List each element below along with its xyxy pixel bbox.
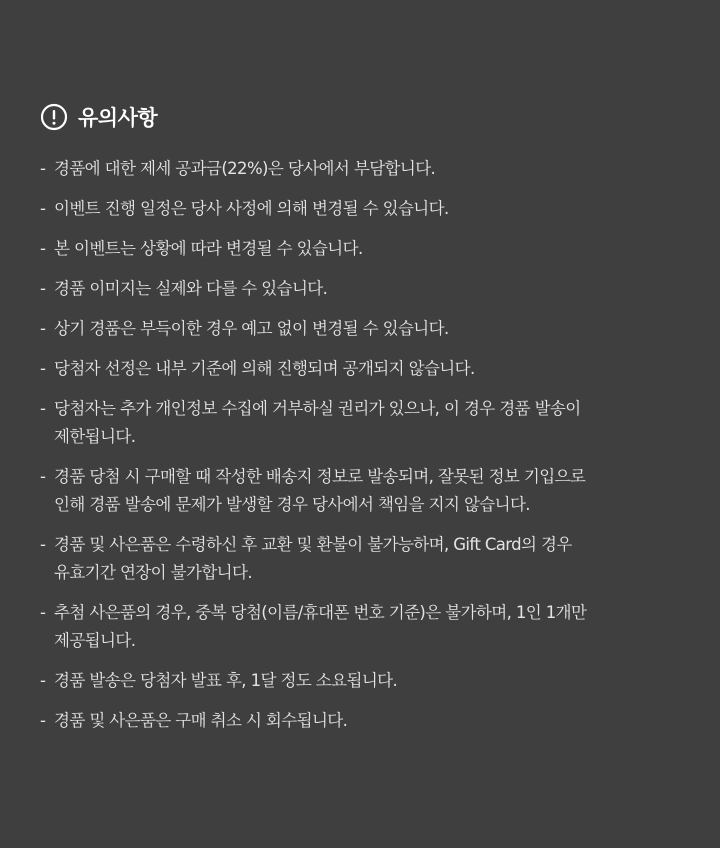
notice-item	[40, 531, 680, 587]
notice-item	[40, 395, 680, 451]
notice-item	[40, 355, 680, 383]
notice-item-line: - 경품 이미지는 실제와 다를 수 있습니다.	[54, 279, 328, 298]
notice-item-line: - 경품 및 사은품은 수령하신 후 교환 및 환불이 불가능하며, Gift Card의 경우	[54, 535, 572, 554]
notice-item-line: 인해 경품 발송에 문제가 발생할 경우 당사에서 책임을 지지 않습니다.	[54, 495, 530, 514]
notice-item-line: - 추첨 사은품의 경우, 중복 당첨(이름/휴대폰 번호 기준)은 불가하며, 1인 1개만	[54, 603, 587, 622]
notice-item-line: - 이벤트 진행 일정은 당사 사정에 의해 변경될 수 있습니다.	[54, 199, 449, 218]
notice-item	[40, 275, 680, 303]
notice-item-line: - 경품 당첨 시 구매할 때 작성한 배송지 정보로 발송되며, 잘못된 정보 기입으로	[54, 467, 586, 486]
notice-item-line: - 경품 및 사은품은 구매 취소 시 회수됩니다.	[54, 711, 348, 730]
notice-item-line: - 당첨자 선정은 내부 기준에 의해 진행되며 공개되지 않습니다.	[54, 359, 475, 378]
notice-item	[40, 599, 680, 655]
notice-item-line: - 당첨자는 추가 개인정보 수집에 거부하실 권리가 있으나, 이 경우 경품 발송이	[54, 399, 581, 418]
notice-title: 유의사항	[78, 106, 158, 130]
notice-item	[40, 155, 680, 183]
notice-item-line: - 경품에 대한 제세 공과금(22%)은 당사에서 부담합니다.	[54, 159, 436, 178]
notice-header	[40, 100, 680, 134]
notice-item-line: 유효기간 연장이 불가합니다.	[54, 563, 253, 582]
notice-item	[40, 315, 680, 343]
notice-item	[40, 707, 680, 735]
notice-item	[40, 463, 680, 519]
notice-item	[40, 235, 680, 263]
exclamation-circle-icon	[40, 103, 68, 131]
notice-item	[40, 667, 680, 695]
notice-item-line: 제공됩니다.	[54, 631, 136, 650]
notice-list	[40, 155, 680, 735]
notice-item-line: - 본 이벤트는 상황에 따라 변경될 수 있습니다.	[54, 239, 363, 258]
notice-item-line: - 상기 경품은 부득이한 경우 예고 없이 변경될 수 있습니다.	[54, 319, 449, 338]
notice-item-line: 제한됩니다.	[54, 427, 136, 446]
notice-item	[40, 195, 680, 223]
notice-item-line: - 경품 발송은 당첨자 발표 후, 1달 정도 소요됩니다.	[54, 671, 398, 690]
